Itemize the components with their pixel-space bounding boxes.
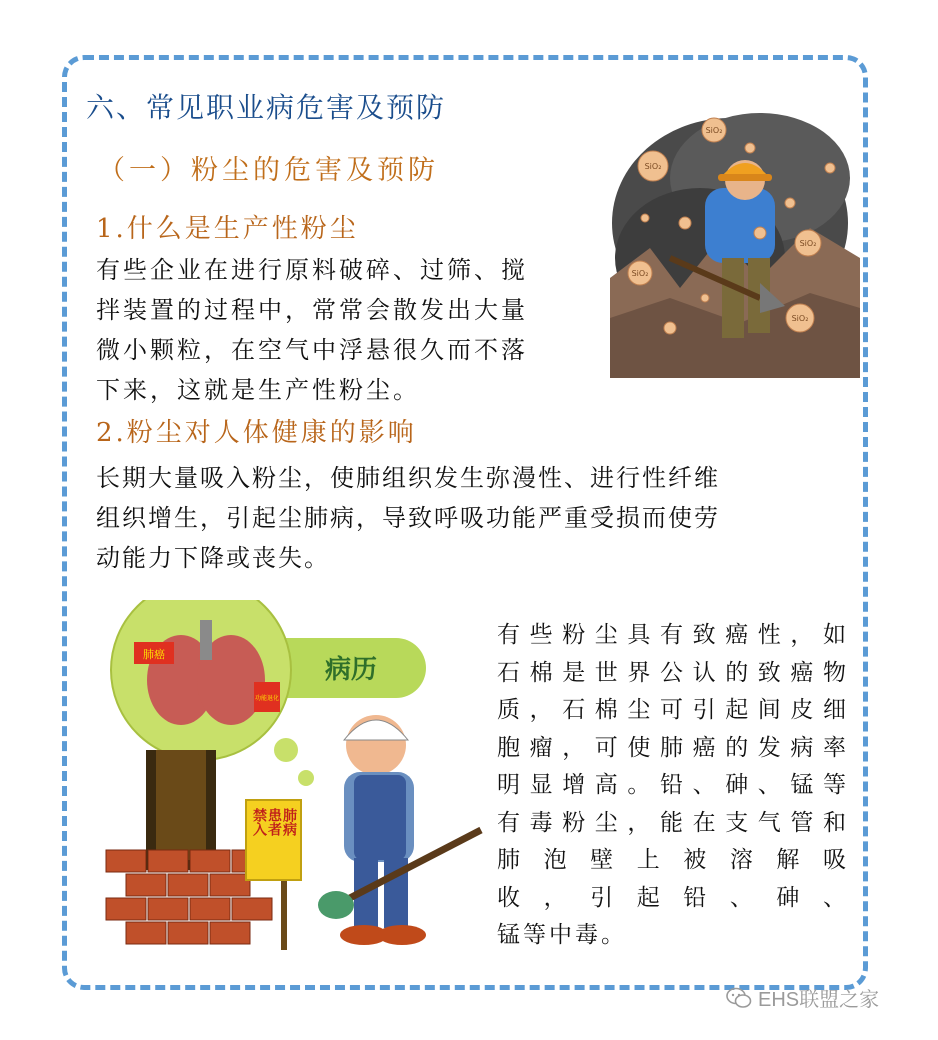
- page-heading: 六、常见职业病危害及预防: [86, 91, 447, 124]
- carcinogen-line: 收，引起铅、砷、: [497, 884, 849, 911]
- particle-label: SiO₂: [705, 126, 723, 135]
- wechat-icon: [726, 987, 752, 1009]
- sign-text-col2: 患者: [266, 808, 282, 836]
- section2-line: 长期大量吸入粉尘，使肺组织发生弥漫性、进行性纤维: [96, 464, 720, 492]
- section1-paragraph: [96, 250, 601, 410]
- pneumoconiosis-illustration: [96, 600, 486, 960]
- section2-title: 2.粉尘对人体健康的影响: [96, 418, 417, 448]
- section1-line: 微小颗粒，在空气中浮悬很久而不落: [96, 336, 528, 364]
- particle-label: SiO₂: [631, 269, 649, 278]
- section1-title: 1.什么是生产性粉尘: [96, 214, 359, 244]
- carcinogen-line: 胞瘤，可使肺癌的发病率: [497, 734, 849, 761]
- watermark: [726, 983, 879, 1012]
- lung-tag-left: 肺癌: [143, 648, 165, 661]
- carcinogen-line: 质，石棉尘可引起间皮细: [497, 697, 849, 723]
- carcinogen-paragraph: [497, 617, 849, 955]
- section1-line: 有些企业在进行原料破碎、过筛、搅: [96, 256, 528, 284]
- section1-line: 拌装置的过程中，常常会散发出大量: [96, 296, 528, 324]
- section2-line: 动能力下降或丧失。: [96, 544, 330, 572]
- carcinogen-line: 肺泡壁上被溶解吸: [497, 847, 849, 873]
- watermark-brand: EHS联盟之家: [758, 989, 880, 1011]
- carcinogen-line: 明显增高。铅、砷、锰等: [497, 772, 849, 798]
- sub-heading: （一）粉尘的危害及预防: [98, 155, 439, 186]
- lung-tag-right: 功能退化: [254, 695, 280, 702]
- bubble-label: 病历: [324, 655, 378, 685]
- section2-line: 组织增生，引起尘肺病，导致呼吸功能严重受损而使劳: [96, 504, 720, 532]
- carcinogen-line: 有些粉尘具有致癌性，如: [497, 622, 849, 648]
- section1-line: 下来，这就是生产性粉尘。: [96, 376, 420, 404]
- sign-text-col1: 肺病: [281, 808, 297, 836]
- section2-paragraph: [96, 458, 846, 578]
- carcinogen-line: 锰等中毒。: [497, 922, 627, 948]
- carcinogen-line: 有毒粉尘，能在支气管和: [497, 809, 849, 836]
- dust-miner-illustration: [610, 108, 860, 378]
- particle-label: SiO₂: [791, 314, 809, 323]
- particle-label: SiO₂: [799, 239, 817, 248]
- carcinogen-line: 石棉是世界公认的致癌物: [497, 659, 849, 686]
- particle-label: SiO₂: [644, 162, 662, 171]
- sign-text-col3: 禁入: [251, 808, 267, 836]
